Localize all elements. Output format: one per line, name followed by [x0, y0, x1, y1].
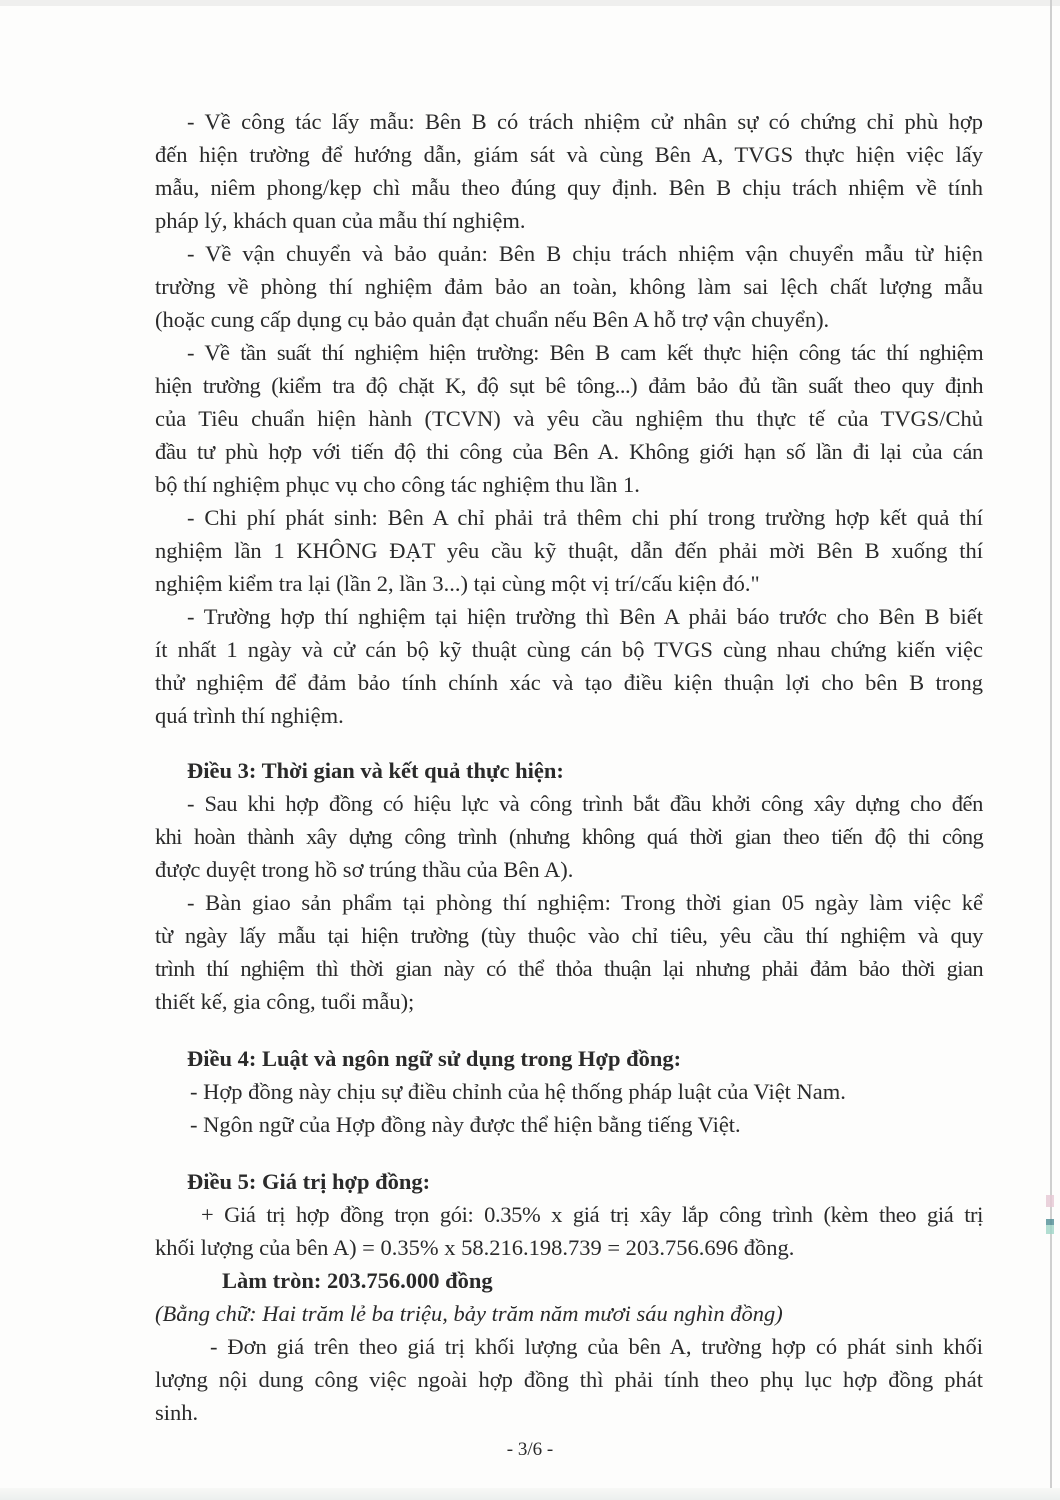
- text-line: của Tiêu chuẩn hiện hành (TCVN) và yêu cầu nghiệm thu thực tế của TVGS/Chủ: [155, 406, 983, 431]
- page-edge-bottom: [0, 1488, 1060, 1500]
- text-line: - Trường hợp thí nghiệm tại hiện trường thì Bên A phải báo trước cho Bên B biết: [187, 604, 983, 629]
- text-line: pháp lý, khách quan của mẫu thí nghiệm.: [155, 208, 526, 233]
- margin-stamp-mark: [1040, 525, 1054, 635]
- text-line: sinh.: [155, 1400, 199, 1425]
- text-line: - Về tần suất thí nghiệm hiện trường: Bên B cam kết thực hiện công tác thí nghiệm: [187, 340, 983, 365]
- list-item: - Ngôn ngữ của Hợp đồng này được thể hiện bằng tiếng Việt.: [190, 1112, 741, 1137]
- page-edge-right: [1050, 0, 1052, 1500]
- text-line: đến hiện trường để hướng dẫn, giám sát và cùng Bên A, TVGS thực hiện việc lấy: [155, 142, 983, 167]
- rounded-value: Làm tròn: 203.756.000 đồng: [222, 1268, 493, 1293]
- text-line: - Về công tác lấy mẫu: Bên B có trách nhiệm cử nhân sự có chứng chỉ phù hợp: [187, 109, 983, 134]
- text-line: lượng nội dung công việc ngoài hợp đồng thì phải tính theo phụ lục hợp đồng phát: [155, 1367, 983, 1392]
- article-4-heading: Điều 4: Luật và ngôn ngữ sử dụng trong Hợp đồng:: [187, 1046, 682, 1071]
- contract-value-line: + Giá trị hợp đồng trọn gói: 0.35% x giá trị xây lắp công trình (kèm theo giá trị: [201, 1202, 983, 1227]
- text-line: được duyệt trong hồ sơ trúng thầu của Bên A).: [155, 857, 574, 882]
- text-line: mẫu, niêm phong/kẹp chì mẫu theo đúng quy định. Bên B chịu trách nhiệm về tính: [155, 175, 983, 200]
- text-line: ít nhất 1 ngày và cử cán bộ kỹ thuật cùng cán bộ TVGS cùng nhau chứng kiến việc: [155, 637, 983, 662]
- text-line: từ ngày lấy mẫu tại hiện trường (tùy thuộc vào chỉ tiêu, yêu cầu thí nghiệm và quy: [155, 923, 983, 948]
- text-line: trường về phòng thí nghiệm đảm bảo an toàn, không làm sai lệch chất lượng mẫu: [155, 274, 983, 299]
- page-edge-top: [0, 0, 1060, 6]
- text-line: nghiệm lần 1 KHÔNG ĐẠT yêu cầu kỹ thuật, dẫn đến phải mời Bên B xuống thí: [155, 538, 983, 563]
- text-line: - Chi phí phát sinh: Bên A chỉ phải trả thêm chi phí trong trường hợp kết quả thí: [187, 505, 983, 530]
- text-line: khi hoàn thành xây dựng công trình (nhưng không quá thời gian theo tiến độ thi công: [155, 824, 983, 849]
- text-line: hiện trường (kiểm tra độ chặt K, độ sụt bê tông...) đảm bảo đủ tần suất theo quy định: [155, 373, 983, 398]
- text-line: thiết kế, gia công, tuổi mẫu);: [155, 989, 415, 1014]
- text-line: - Sau khi hợp đồng có hiệu lực và công trình bắt đầu khởi công xây dựng cho đến: [187, 791, 983, 816]
- text-line: - Đơn giá trên theo giá trị khối lượng của bên A, trường hợp có phát sinh khối: [210, 1334, 983, 1359]
- margin-color-marks: [1046, 1195, 1054, 1255]
- text-line: - Về vận chuyển và bảo quản: Bên B chịu trách nhiệm vận chuyển mẫu từ hiện: [187, 241, 983, 266]
- text-line: đầu tư phù hợp với tiến độ thi công của Bên A. Không giới hạn số lần đi lại của cán: [155, 439, 983, 464]
- text-line: - Bàn giao sản phẩm tại phòng thí nghiệm: Trong thời gian 05 ngày làm việc kể: [187, 890, 983, 915]
- text-line: trình thí nghiệm thì thời gian này có thể thỏa thuận lại nhưng phải đảm bảo thời gian: [155, 956, 983, 981]
- text-line: bộ thí nghiệm phục vụ cho công tác nghiệm thu lần 1.: [155, 472, 640, 497]
- text-line: (hoặc cung cấp dụng cụ bảo quản đạt chuẩn nếu Bên A hỗ trợ vận chuyển).: [155, 307, 830, 332]
- article-5-heading: Điều 5: Giá trị hợp đồng:: [187, 1169, 431, 1194]
- list-item: - Hợp đồng này chịu sự điều chỉnh của hệ thống pháp luật của Việt Nam.: [190, 1079, 846, 1104]
- value-in-words: (Bằng chữ: Hai trăm lẻ ba triệu, bảy trăm năm mươi sáu nghìn đồng): [155, 1301, 783, 1326]
- page-number: - 3/6 -: [506, 1439, 554, 1460]
- text-line: quá trình thí nghiệm.: [155, 703, 344, 728]
- article-3-heading: Điều 3: Thời gian và kết quả thực hiện:: [187, 758, 564, 783]
- contract-value-line: khối lượng của bên A) = 0.35% x 58.216.198.739 = 203.756.696 đồng.: [155, 1235, 795, 1260]
- text-line: nghiệm kiểm tra lại (lần 2, lần 3...) tại cùng một vị trí/cấu kiện đó.": [155, 571, 760, 596]
- text-line: thử nghiệm để đảm bảo tính chính xác và tạo điều kiện thuận lợi cho bên B trong: [155, 670, 983, 695]
